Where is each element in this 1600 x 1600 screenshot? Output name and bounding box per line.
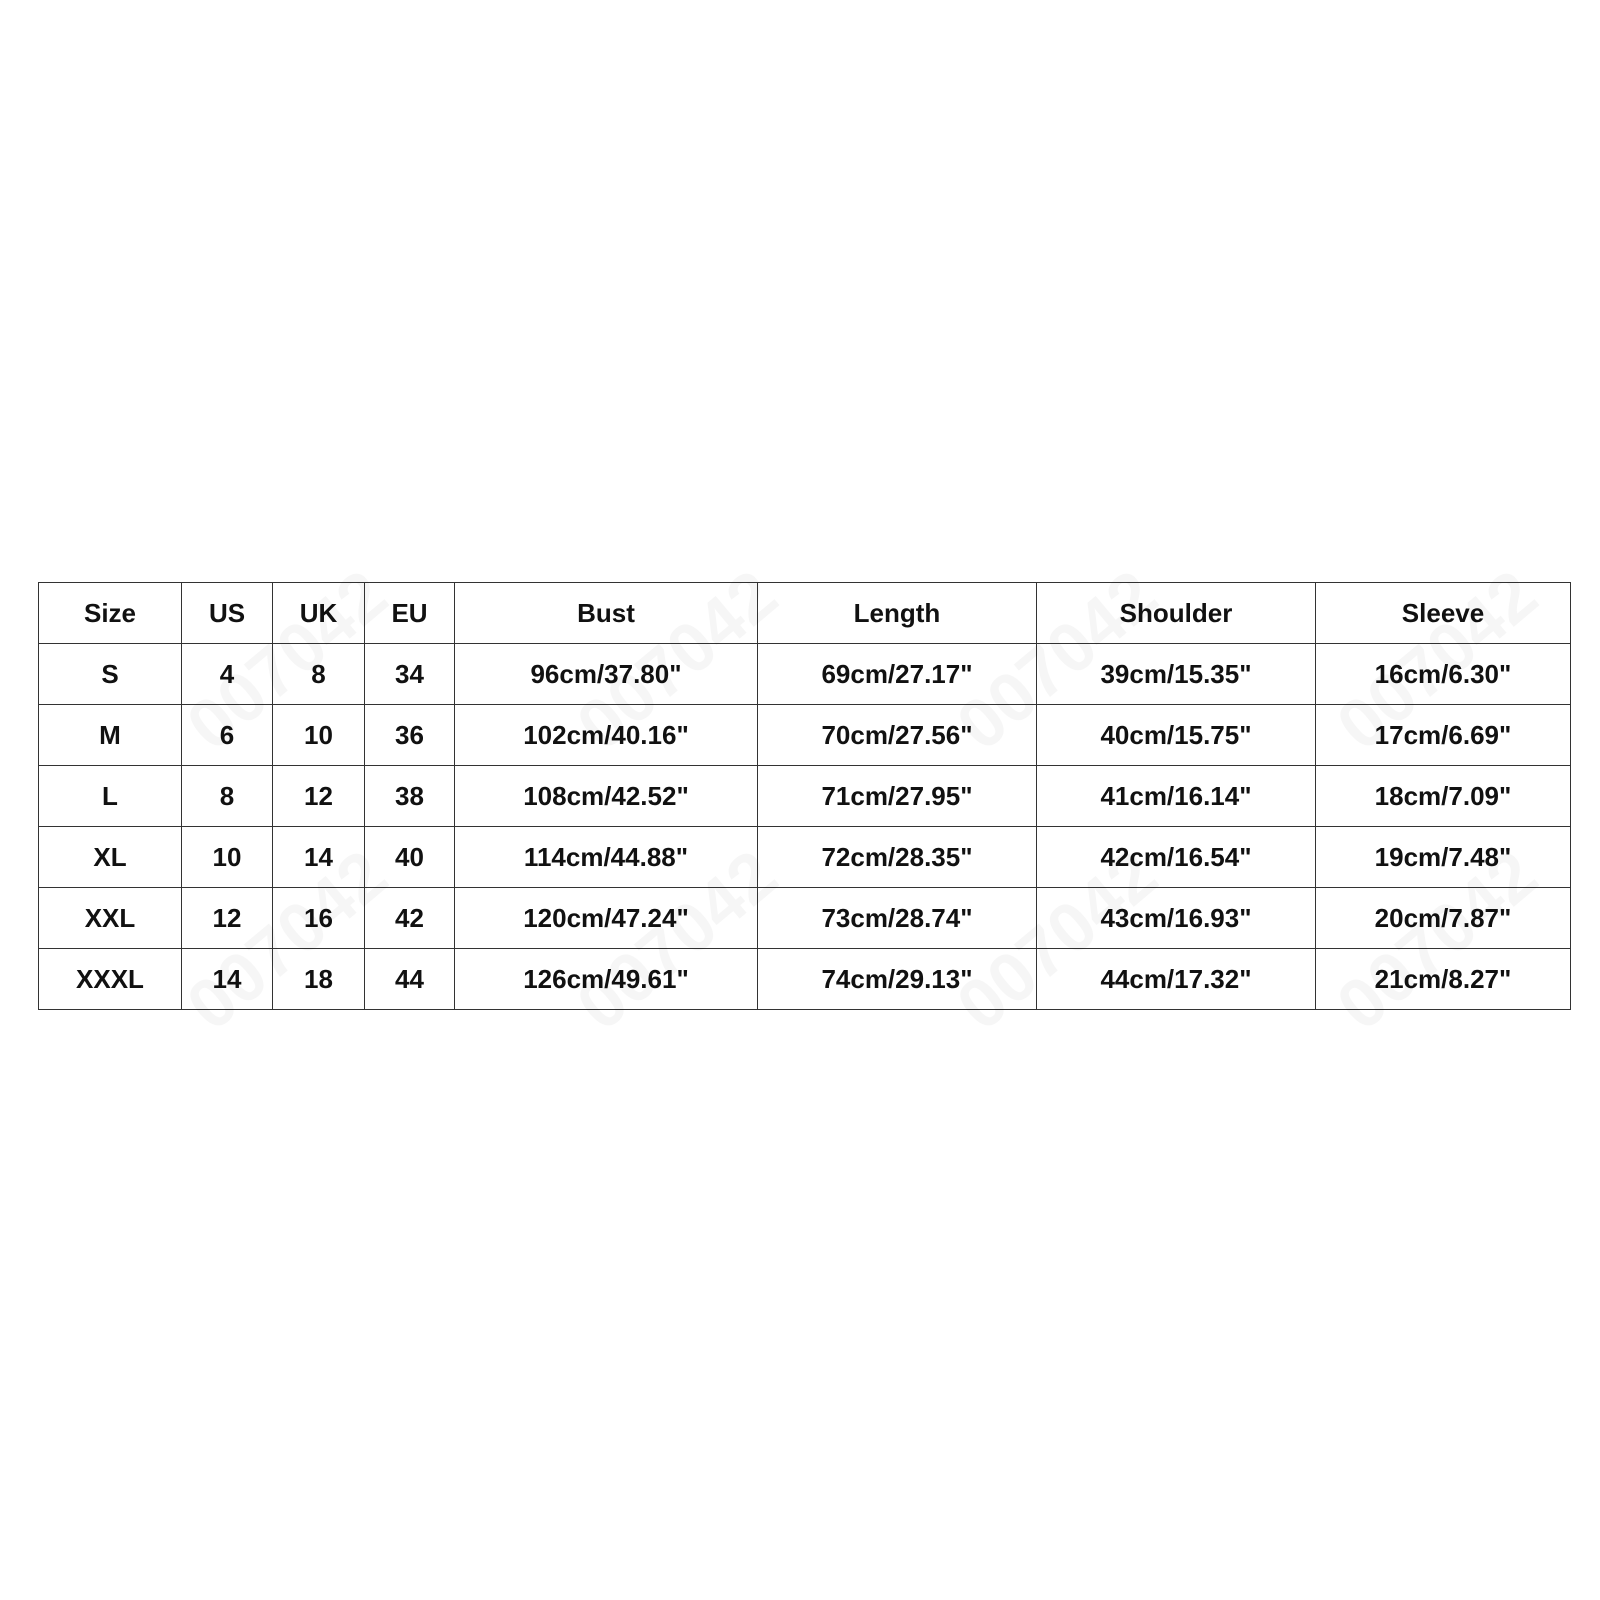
table-row	[39, 949, 1571, 1010]
cell-bust: 126cm/49.61"	[455, 949, 758, 1010]
cell-shoulder: 42cm/16.54"	[1037, 827, 1316, 888]
cell-bust: 114cm/44.88"	[455, 827, 758, 888]
cell-size: XL	[39, 827, 182, 888]
cell-eu: 40	[365, 827, 455, 888]
cell-size: S	[39, 644, 182, 705]
cell-eu: 44	[365, 949, 455, 1010]
cell-uk: 12	[273, 766, 365, 827]
cell-bust: 102cm/40.16"	[455, 705, 758, 766]
cell-size: XXXL	[39, 949, 182, 1010]
cell-shoulder: 43cm/16.93"	[1037, 888, 1316, 949]
cell-length: 73cm/28.74"	[758, 888, 1037, 949]
table-row	[39, 827, 1571, 888]
cell-bust: 108cm/42.52"	[455, 766, 758, 827]
header-eu: EU	[365, 583, 455, 644]
table-row	[39, 705, 1571, 766]
table-row	[39, 888, 1571, 949]
header-shoulder: Shoulder	[1037, 583, 1316, 644]
size-chart-table	[38, 582, 1571, 1010]
cell-length: 71cm/27.95"	[758, 766, 1037, 827]
cell-us: 14	[182, 949, 273, 1010]
cell-size: M	[39, 705, 182, 766]
cell-uk: 10	[273, 705, 365, 766]
cell-sleeve: 21cm/8.27"	[1316, 949, 1571, 1010]
cell-shoulder: 44cm/17.32"	[1037, 949, 1316, 1010]
cell-bust: 120cm/47.24"	[455, 888, 758, 949]
header-uk: UK	[273, 583, 365, 644]
cell-length: 69cm/27.17"	[758, 644, 1037, 705]
cell-us: 8	[182, 766, 273, 827]
cell-uk: 18	[273, 949, 365, 1010]
cell-size: L	[39, 766, 182, 827]
cell-shoulder: 40cm/15.75"	[1037, 705, 1316, 766]
header-sleeve: Sleeve	[1316, 583, 1571, 644]
header-us: US	[182, 583, 273, 644]
cell-size: XXL	[39, 888, 182, 949]
cell-sleeve: 20cm/7.87"	[1316, 888, 1571, 949]
cell-length: 72cm/28.35"	[758, 827, 1037, 888]
cell-uk: 8	[273, 644, 365, 705]
table-row	[39, 766, 1571, 827]
cell-us: 12	[182, 888, 273, 949]
cell-length: 70cm/27.56"	[758, 705, 1037, 766]
cell-bust: 96cm/37.80"	[455, 644, 758, 705]
cell-shoulder: 41cm/16.14"	[1037, 766, 1316, 827]
cell-sleeve: 16cm/6.30"	[1316, 644, 1571, 705]
header-size: Size	[39, 583, 182, 644]
cell-sleeve: 17cm/6.69"	[1316, 705, 1571, 766]
cell-eu: 38	[365, 766, 455, 827]
cell-eu: 42	[365, 888, 455, 949]
cell-sleeve: 18cm/7.09"	[1316, 766, 1571, 827]
cell-shoulder: 39cm/15.35"	[1037, 644, 1316, 705]
cell-length: 74cm/29.13"	[758, 949, 1037, 1010]
cell-us: 4	[182, 644, 273, 705]
cell-eu: 34	[365, 644, 455, 705]
header-length: Length	[758, 583, 1037, 644]
cell-uk: 16	[273, 888, 365, 949]
cell-eu: 36	[365, 705, 455, 766]
cell-us: 10	[182, 827, 273, 888]
cell-us: 6	[182, 705, 273, 766]
cell-uk: 14	[273, 827, 365, 888]
table-row	[39, 644, 1571, 705]
header-row	[39, 583, 1571, 644]
cell-sleeve: 19cm/7.48"	[1316, 827, 1571, 888]
header-bust: Bust	[455, 583, 758, 644]
